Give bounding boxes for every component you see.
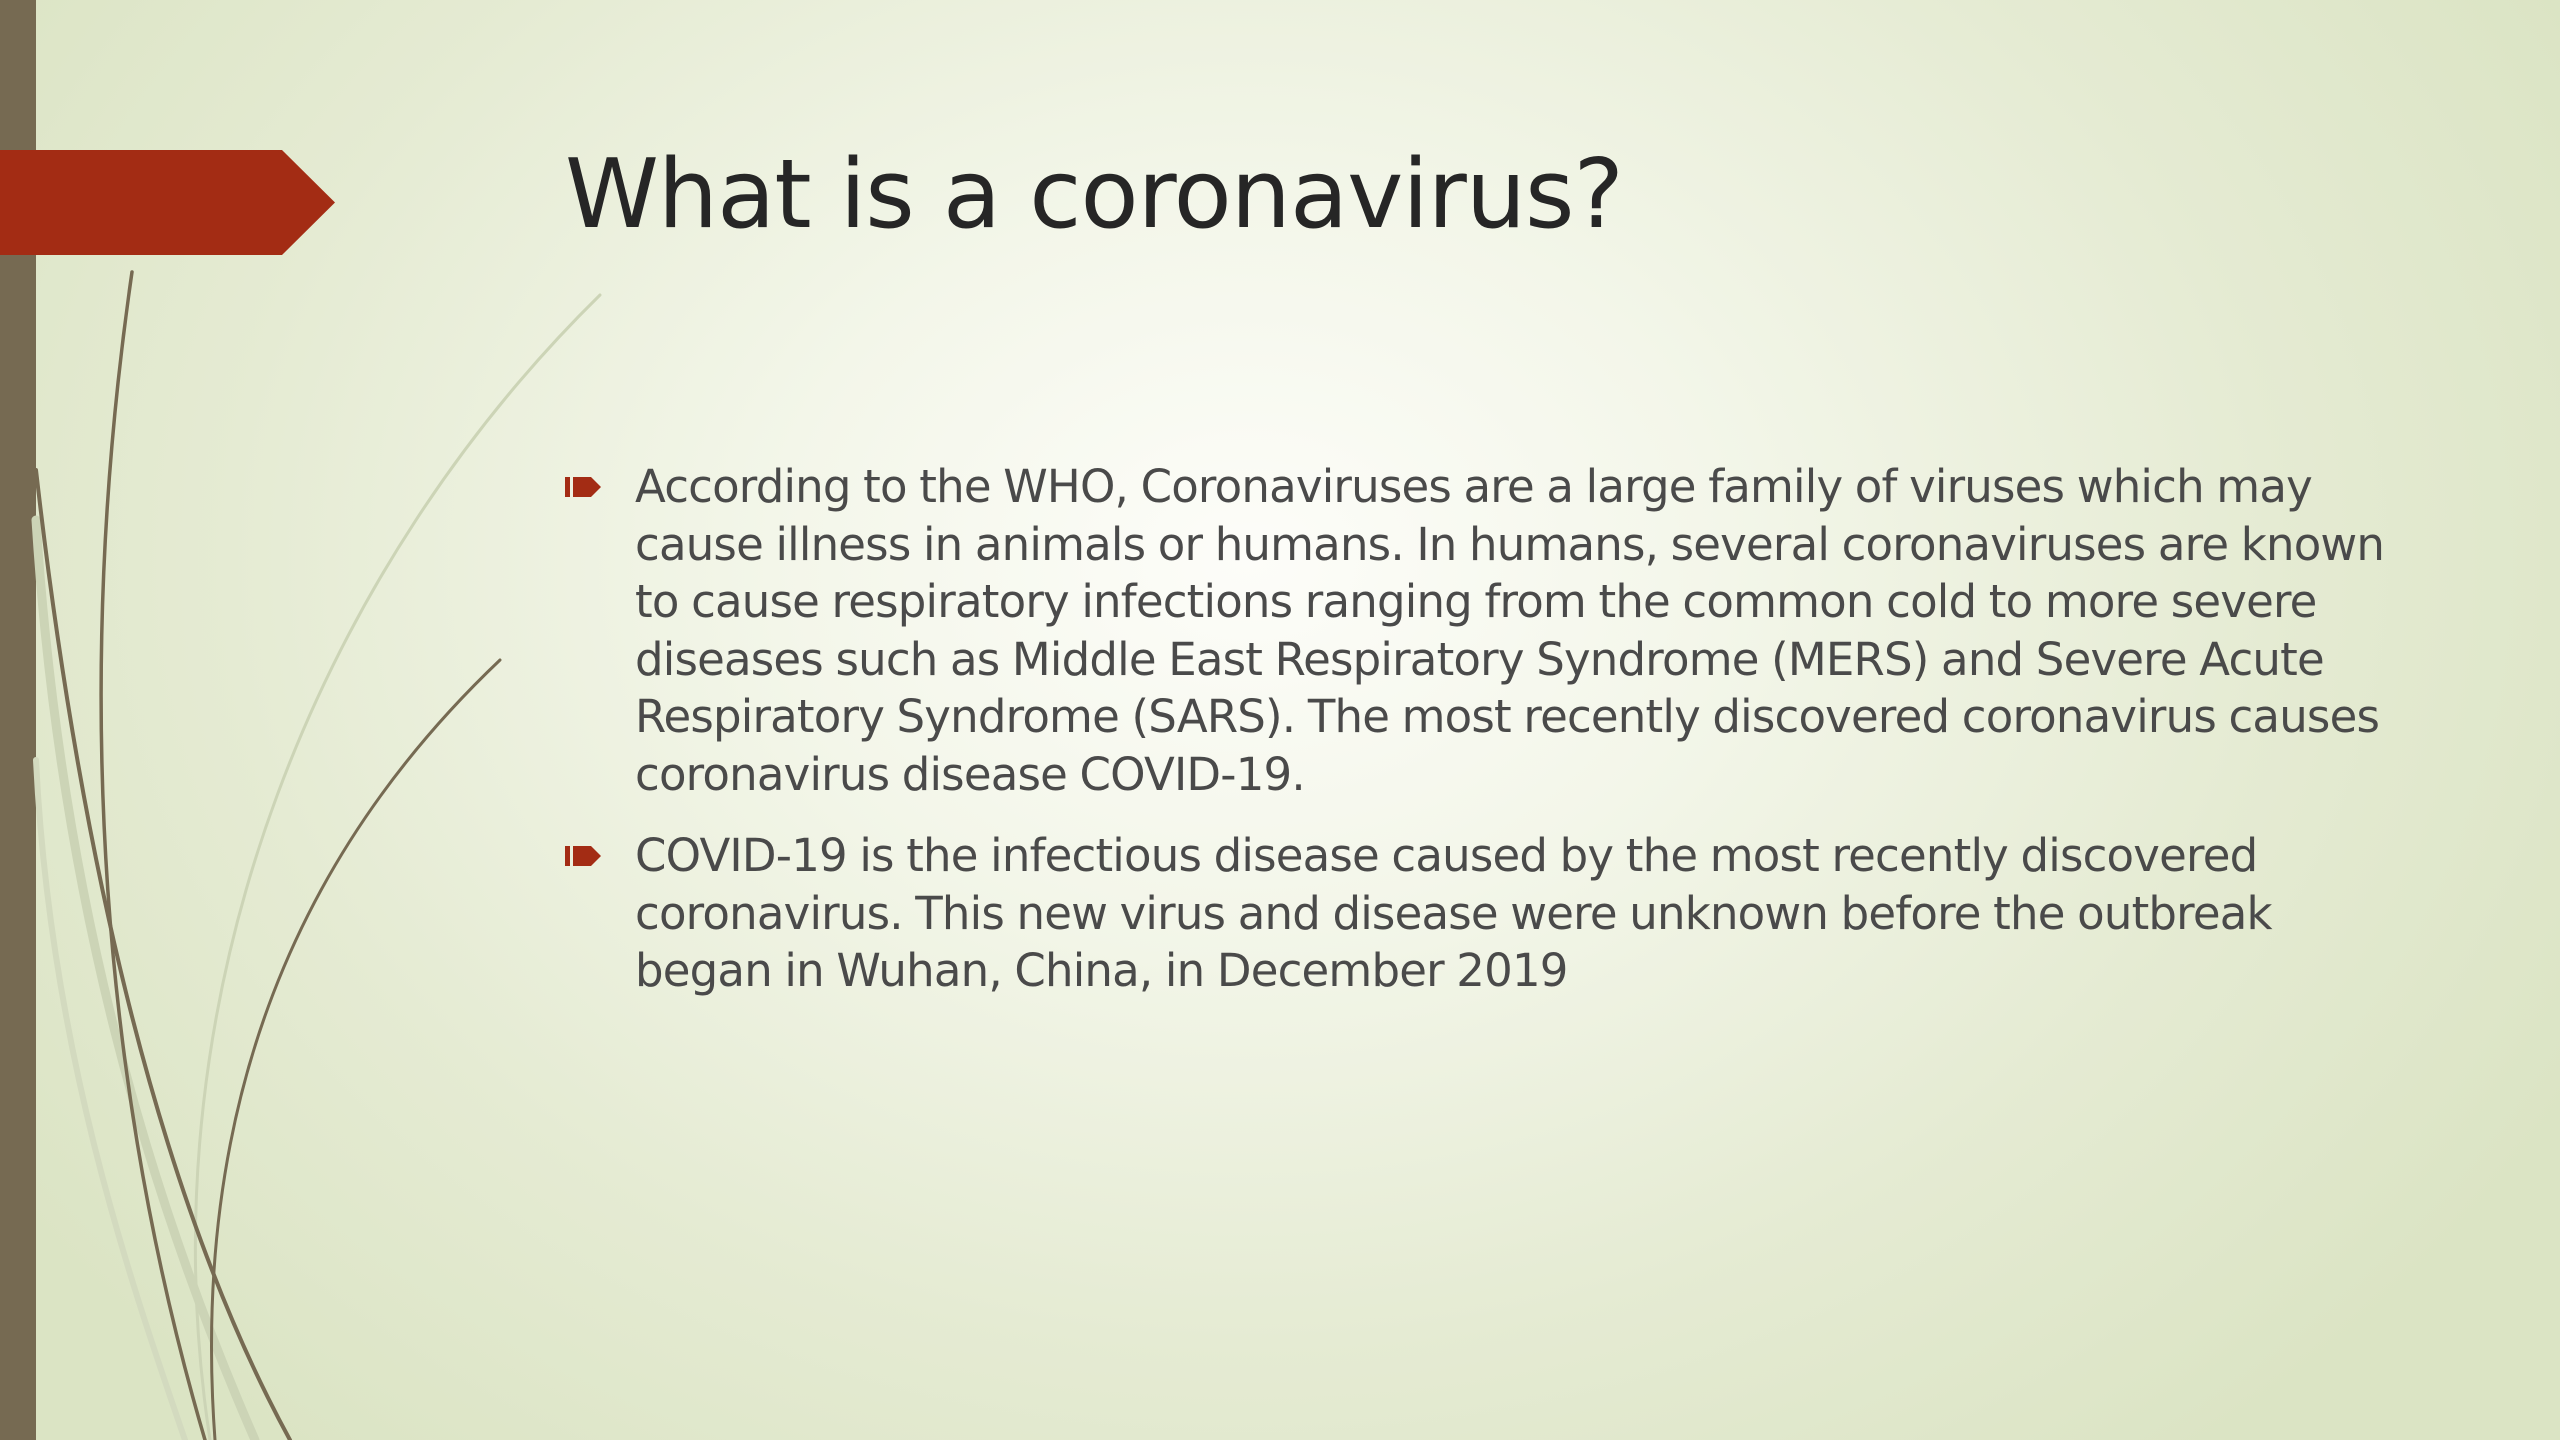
curve-light-3 [36, 760, 185, 1440]
arrow-bullet-icon [565, 845, 601, 867]
bullet-item [565, 827, 2415, 1000]
slide-title: What is a coronavirus? [565, 140, 1623, 250]
curve-dark-2 [36, 470, 290, 1440]
arrow-pentagon-banner [0, 150, 335, 255]
arrow-bullet-icon [565, 476, 601, 498]
bullet-list [565, 458, 2415, 1024]
bullet-item [565, 458, 2415, 803]
curve-light-1 [195, 295, 600, 1440]
bullet-text: According to the WHO, Coronaviruses are a large family of viruses which may cause illness in animals or humans. In humans, several coronaviruses are known to cause respiratory infections ranging from the common cold to more severe diseases such as Middle East Respiratory Syndrome (MERS) and Severe Acute Respiratory Syndrome (SARS). The most recently discovered coronavirus causes coronavirus disease COVID-19. [635, 460, 2385, 801]
curve-dark-3 [211, 660, 500, 1440]
bullet-text: COVID-19 is the infectious disease caused by the most recently discovered coronavirus. This new virus and disease were unknown before the outbreak began in Wuhan, China, in December 2019 [635, 829, 2272, 997]
